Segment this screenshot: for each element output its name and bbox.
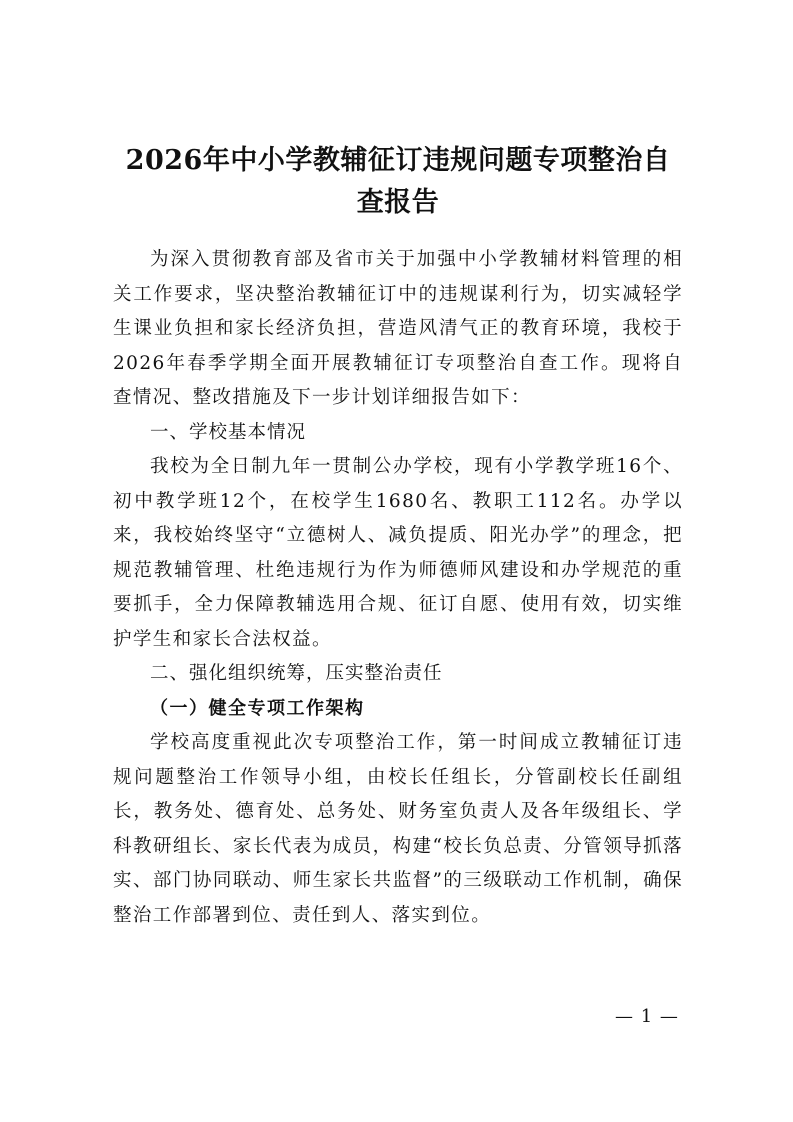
document-title: 2026年中小学教辅征订违规问题专项整治自查报告: [125, 145, 671, 218]
subsection-2-1-paragraph: 学校高度重视此次专项整治工作，第一时间成立教辅征订违规问题整治工作领导小组，由校长任组长，分管副校长任副组长，教务处、德育处、总务处、财务室负责人及各年级组长、学科教研组长、家长代表为成员，构建“校长负总责、分管领导抓落实、部门协同联动、师生家长共监督”的三级联动工作机制，确保整治工作部署到位、责任到人、落实到位。: [113, 732, 683, 926]
document-body: [113, 140, 683, 933]
intro-paragraph: 为深入贯彻教育部及省市关于加强中小学教辅材料管理的相关工作要求，坚决整治教辅征订中的违规谋利行为，切实减轻学生课业负担和家长经济负担，营造风清气正的教育环境，我校于2026年春季学期全面开展教辅征订专项整治自查工作。现将自查情况、整改措施及下一步计划详细报告如下：: [113, 249, 683, 408]
section-1-paragraph: 我校为全日制九年一贯制公办学校，现有小学教学班16个、初中教学班12个，在校学生1680名、教职工112名。办学以来，我校始终坚守“立德树人、减负提质、阳光办学”的理念，把规范教辅管理、杜绝违规行为作为师德师风建设和办学规范的重要抓手，全力保障教辅选用合规、征订自愿、使用有效，切实维护学生和家长合法权益。: [113, 456, 683, 650]
page-number: — 1 —: [615, 1006, 679, 1027]
subsection-2-1-heading: （一）健全专项工作架构: [150, 697, 365, 719]
section-2-heading: 二、强化组织统筹，压实整治责任: [150, 663, 443, 684]
section-1-heading: 一、学校基本情况: [150, 421, 307, 443]
